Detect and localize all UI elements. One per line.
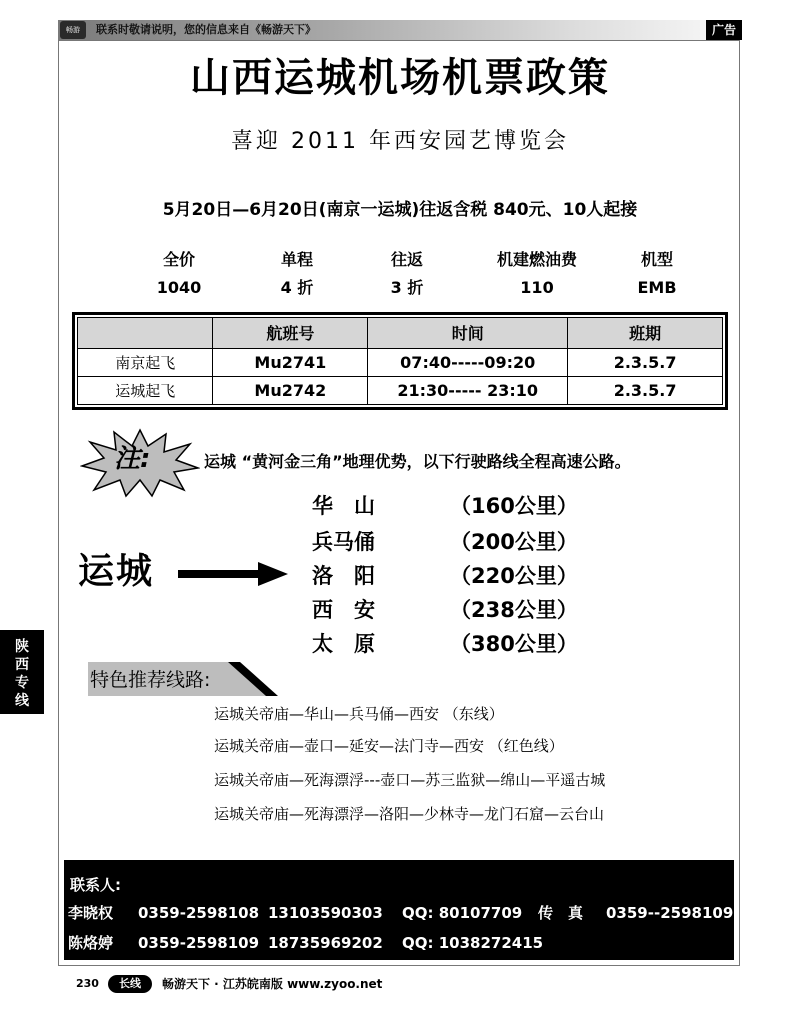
section-pill: 长线	[108, 975, 152, 993]
price-label: 机型	[640, 250, 673, 269]
table-cell: 2.3.5.7	[568, 348, 723, 376]
table-cell: 运城起飞	[78, 376, 213, 404]
price-roundtrip	[342, 248, 472, 300]
promo-headline: 5月20日—6月20日(南京一运城)往返含税 840元、10人起接	[162, 200, 638, 220]
table-header-cell	[78, 318, 213, 349]
header-note: 联系时敬请说明，您的信息来自《畅游天下》	[96, 23, 316, 36]
destination-name: 西 安	[312, 598, 375, 622]
note-text: 运城 “黄河金三角”地理优势，以下行驶路线全程高速公路。	[204, 452, 631, 471]
contact-mobile: 13103590303	[268, 904, 383, 922]
route-item: 运城关帝庙—死海漂浮---壶口—苏三监狱—绵山—平遥古城	[214, 771, 606, 789]
price-label: 单程	[280, 250, 313, 269]
table-cell: 2.3.5.7	[568, 376, 723, 404]
table-header-row	[78, 318, 723, 349]
subtitle: 喜迎 2011 年西安园艺博览会	[231, 129, 569, 154]
flight-table	[72, 312, 728, 410]
table-header-cell: 航班号	[213, 318, 368, 349]
origin-city: 运城	[78, 551, 155, 592]
side-tab	[0, 630, 44, 714]
table-cell: Mu2742	[213, 376, 368, 404]
page-title: 山西运城机场机票政策	[190, 55, 610, 101]
side-tab-char: 线	[15, 693, 29, 709]
note-badge: 注:	[114, 444, 151, 474]
page-frame	[58, 40, 740, 966]
contact-title: 联系人:	[70, 876, 121, 894]
destination-name: 兵马俑	[312, 530, 375, 554]
price-label: 机建燃油费	[496, 250, 577, 269]
route-item: 运城关帝庙—华山—兵马俑—西安 （东线）	[214, 705, 504, 723]
destination-distance: （380公里）	[450, 632, 578, 656]
contact-name: 陈烙婷	[68, 934, 114, 952]
contact-mobile: 18735969202	[268, 934, 383, 952]
side-tab-char: 西	[15, 657, 29, 673]
price-value: EMB	[637, 278, 677, 297]
destination-name: 华 山	[312, 494, 375, 518]
contact-fax-label: 传 真	[538, 904, 584, 922]
contact-name: 李晓权	[68, 904, 114, 922]
table-header-cell: 时间	[368, 318, 568, 349]
price-fuel	[472, 248, 602, 300]
contact-phone: 0359-2598109	[138, 934, 260, 952]
price-value: 3 折	[390, 278, 424, 297]
price-label: 往返	[390, 250, 423, 269]
contact-phone: 0359-2598108	[138, 904, 260, 922]
route-item: 运城关帝庙—死海漂浮—洛阳—少林寺—龙门石窟—云台山	[214, 805, 605, 823]
table-cell: 21:30----- 23:10	[368, 376, 568, 404]
price-label: 全价	[162, 250, 195, 269]
destination-distance: （220公里）	[450, 564, 578, 588]
table-cell: 南京起飞	[78, 348, 213, 376]
table-row	[78, 376, 723, 404]
destination-distance: （200公里）	[450, 530, 578, 554]
destination-distance: （160公里）	[450, 494, 578, 518]
price-value: 4 折	[280, 278, 314, 297]
arrow-right-icon	[178, 562, 288, 586]
contact-qq: QQ: 1038272415	[402, 934, 544, 952]
page-number: 230	[76, 977, 99, 990]
featured-routes-title: 特色推荐线路:	[90, 669, 211, 691]
table-row	[78, 348, 723, 376]
side-tab-char: 专	[15, 675, 29, 691]
destination-name: 洛 阳	[312, 564, 375, 588]
side-tab-char: 陕	[15, 639, 29, 655]
table-cell: Mu2741	[213, 348, 368, 376]
contact-panel	[64, 860, 734, 960]
footer-site: 畅游天下 · 江苏皖南版 www.zyoo.net	[162, 977, 383, 991]
destination-distance: （238公里）	[450, 598, 578, 622]
price-full	[114, 248, 244, 300]
ad-tag: 广告	[706, 20, 742, 40]
price-value: 1040	[156, 278, 202, 297]
table-header-cell: 班期	[568, 318, 723, 349]
destination-name: 太 原	[312, 632, 375, 656]
price-value: 110	[520, 278, 554, 297]
contact-fax: 0359--2598109	[606, 904, 734, 922]
price-aircraft	[592, 248, 722, 300]
magazine-logo: 畅游	[60, 21, 86, 39]
table-cell: 07:40-----09:20	[368, 348, 568, 376]
contact-qq: QQ: 80107709	[402, 904, 523, 922]
route-item: 运城关帝庙—壶口—延安—法门寺—西安 （红色线）	[214, 737, 564, 755]
